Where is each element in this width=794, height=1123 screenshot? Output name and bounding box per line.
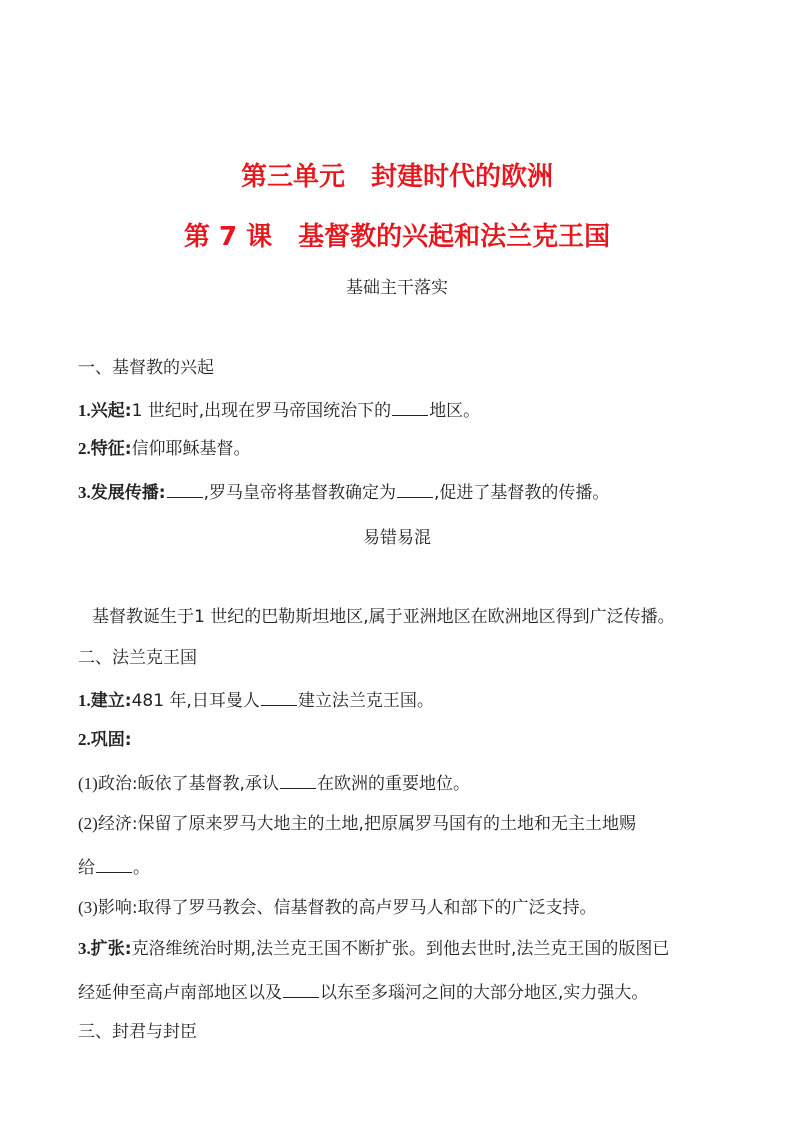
sub-number: (1) bbox=[78, 774, 98, 793]
confusion-text: 基督教诞生于1 世纪的巴勒斯坦地区,属于亚洲地区在欧洲地区得到广泛传播。 bbox=[92, 607, 675, 627]
sub-text: 经济:保留了原来罗马大地主的土地,把原属罗马国有的土地和无主土地赐 bbox=[97, 814, 636, 834]
sub-text: 给 bbox=[78, 858, 95, 878]
confusion-label: 易错易混 bbox=[363, 528, 431, 548]
fill-blank[interactable] bbox=[392, 398, 428, 416]
section2-item2 bbox=[78, 729, 728, 751]
item-keyword: 巩固: bbox=[90, 730, 132, 750]
item-number: 1. bbox=[78, 401, 91, 420]
sub-text: 影响:取得了罗马教会、信基督教的高卢罗马人和部下的广泛支持。 bbox=[97, 898, 597, 918]
item-text: 1 世纪时,出现在罗马帝国统治下的 bbox=[131, 401, 392, 421]
item-text: 以东至多瑙河之间的大部分地区,实力强大。 bbox=[320, 983, 649, 1003]
section3-heading: 三、封君与封臣 bbox=[78, 1022, 197, 1042]
item-keyword: 特征: bbox=[90, 439, 132, 459]
section2-sub1 bbox=[78, 771, 728, 795]
fill-blank[interactable] bbox=[96, 855, 132, 873]
section1-heading: 一、基督教的兴起 bbox=[78, 358, 214, 378]
item-keyword: 兴起: bbox=[90, 401, 132, 421]
item-text: 建立法兰克王国。 bbox=[297, 691, 434, 711]
fill-blank[interactable] bbox=[261, 688, 297, 706]
section2-heading: 二、法兰克王国 bbox=[78, 648, 197, 668]
item-text: ,促进了基督教的传播。 bbox=[433, 483, 610, 503]
lesson-title: 第 7 课 基督教的兴起和法兰克王国 bbox=[183, 222, 611, 252]
item-text: ,罗马皇帝将基督教确定为 bbox=[203, 483, 396, 503]
section2-item1 bbox=[78, 688, 728, 712]
item-text: 克洛维统治时期,法兰克王国不断扩张。到他去世时,法兰克王国的版图已 bbox=[131, 939, 670, 959]
item-number: 3. bbox=[78, 939, 91, 958]
item-number: 1. bbox=[78, 691, 91, 710]
item-number: 2. bbox=[78, 730, 91, 749]
section2-item3-line1 bbox=[78, 938, 728, 960]
section2-sub3 bbox=[78, 897, 728, 919]
item-keyword: 建立: bbox=[90, 691, 132, 711]
section2-sub2-line2 bbox=[78, 855, 728, 879]
item-text: 经延伸至高卢南部地区以及 bbox=[78, 983, 282, 1003]
item-keyword: 发展传播: bbox=[90, 483, 166, 503]
section1-item3 bbox=[78, 480, 728, 504]
item-keyword: 扩张: bbox=[90, 939, 132, 959]
sub-number: (3) bbox=[78, 898, 98, 917]
sub-number: (2) bbox=[78, 814, 98, 833]
sub-text: 在欧洲的重要地位。 bbox=[316, 774, 470, 794]
fill-blank[interactable] bbox=[167, 480, 203, 498]
fill-blank[interactable] bbox=[397, 480, 433, 498]
section-label: 基础主干落实 bbox=[346, 278, 448, 298]
section2-item3-line2 bbox=[78, 980, 728, 1004]
item-text: 地区。 bbox=[429, 401, 481, 421]
sub-text: 政治:皈依了基督教,承认 bbox=[97, 774, 279, 794]
section1-item1 bbox=[78, 398, 728, 422]
fill-blank[interactable] bbox=[283, 980, 319, 998]
item-number: 3. bbox=[78, 483, 91, 502]
sub-text: 。 bbox=[133, 858, 150, 878]
item-text: 信仰耶稣基督。 bbox=[131, 439, 251, 459]
unit-title: 第三单元 封建时代的欧洲 bbox=[240, 162, 553, 192]
item-text: 481 年,日耳曼人 bbox=[131, 691, 260, 711]
section1-item2 bbox=[78, 438, 728, 460]
fill-blank[interactable] bbox=[280, 771, 316, 789]
section2-sub2-line1 bbox=[78, 813, 728, 835]
item-number: 2. bbox=[78, 439, 91, 458]
